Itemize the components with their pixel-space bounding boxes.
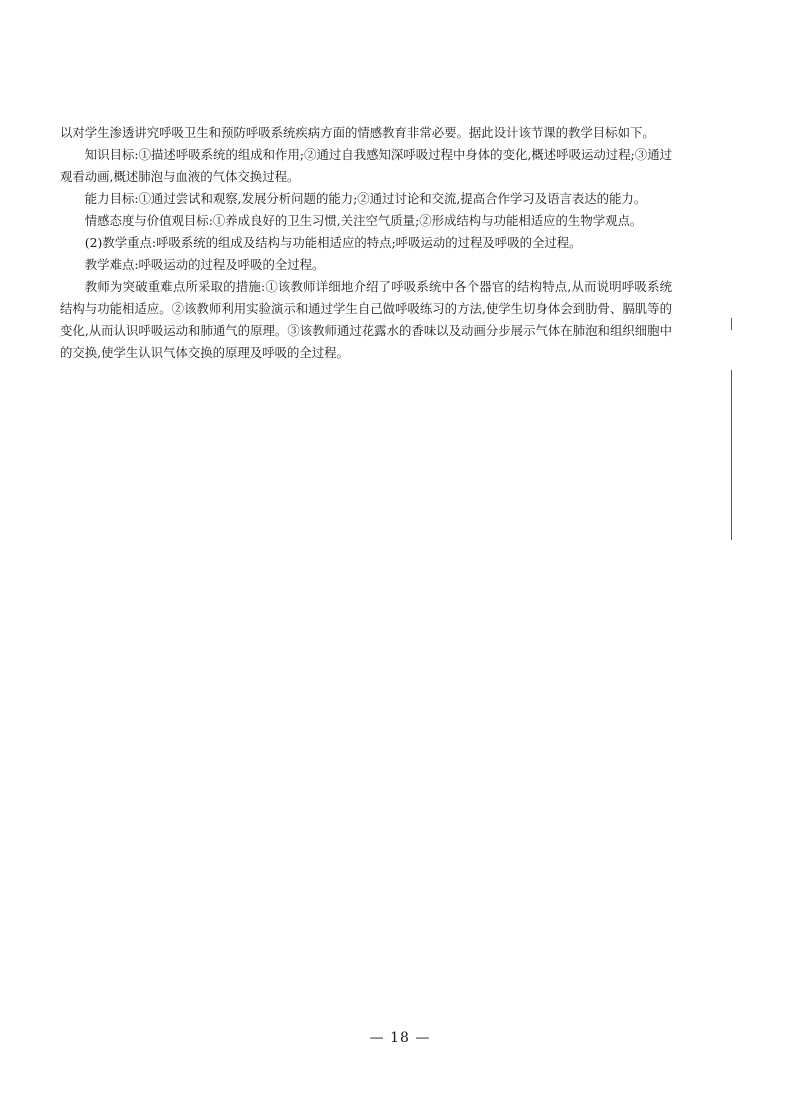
scan-margin-line xyxy=(731,318,732,330)
scan-margin-line xyxy=(731,370,732,540)
paragraph-teacher-measures: 教师为突破重难点所采取的措施:①该教师详细地介绍了呼吸系统中各个器官的结构特点,从而说明呼吸系统结构与功能相适应。②该教师利用实验演示和通过学生自己做呼吸练习的方法,使学生切身体会到肋骨、膈肌等的变化,从而认识呼吸运动和肺通气的原理。③该教师通过花露水的香味以及动画分步展示气体在肺泡和组织细胞中的交换,使学生认识气体交换的原理及呼吸的全过程。 xyxy=(60,279,672,360)
paragraph-teaching-focus: (2)教学重点:呼吸系统的组成及结构与功能相适应的特点;呼吸运动的过程及呼吸的全过程。 xyxy=(84,235,582,250)
paragraph-ability-goals: 能力目标:①通过尝试和观察,发展分析问题的能力;②通过讨论和交流,提高合作学习及语言表达的能力。 xyxy=(84,191,647,206)
paragraph-intro: 以对学生渗透讲究呼吸卫生和预防呼吸系统疾病方面的情感教育非常必要。据此设计该节课的教学目标如下。 xyxy=(60,125,655,140)
paragraph-teaching-difficulty: 教学难点:呼吸运动的过程及呼吸的全过程。 xyxy=(84,257,325,272)
paragraph-attitude-goals: 情感态度与价值观目标:①养成良好的卫生习惯,关注空气质量;②形成结构与功能相适应的生物学观点。 xyxy=(84,213,643,228)
paragraph-knowledge-goals: 知识目标:①描述呼吸系统的组成和作用;②通过自我感知深呼吸过程中身体的变化,概述呼吸运动过程;③通过观看动画,概述肺泡与血液的气体交换过程。 xyxy=(60,147,672,184)
document-body xyxy=(60,122,672,364)
page-number: — 18 — xyxy=(369,1030,431,1046)
